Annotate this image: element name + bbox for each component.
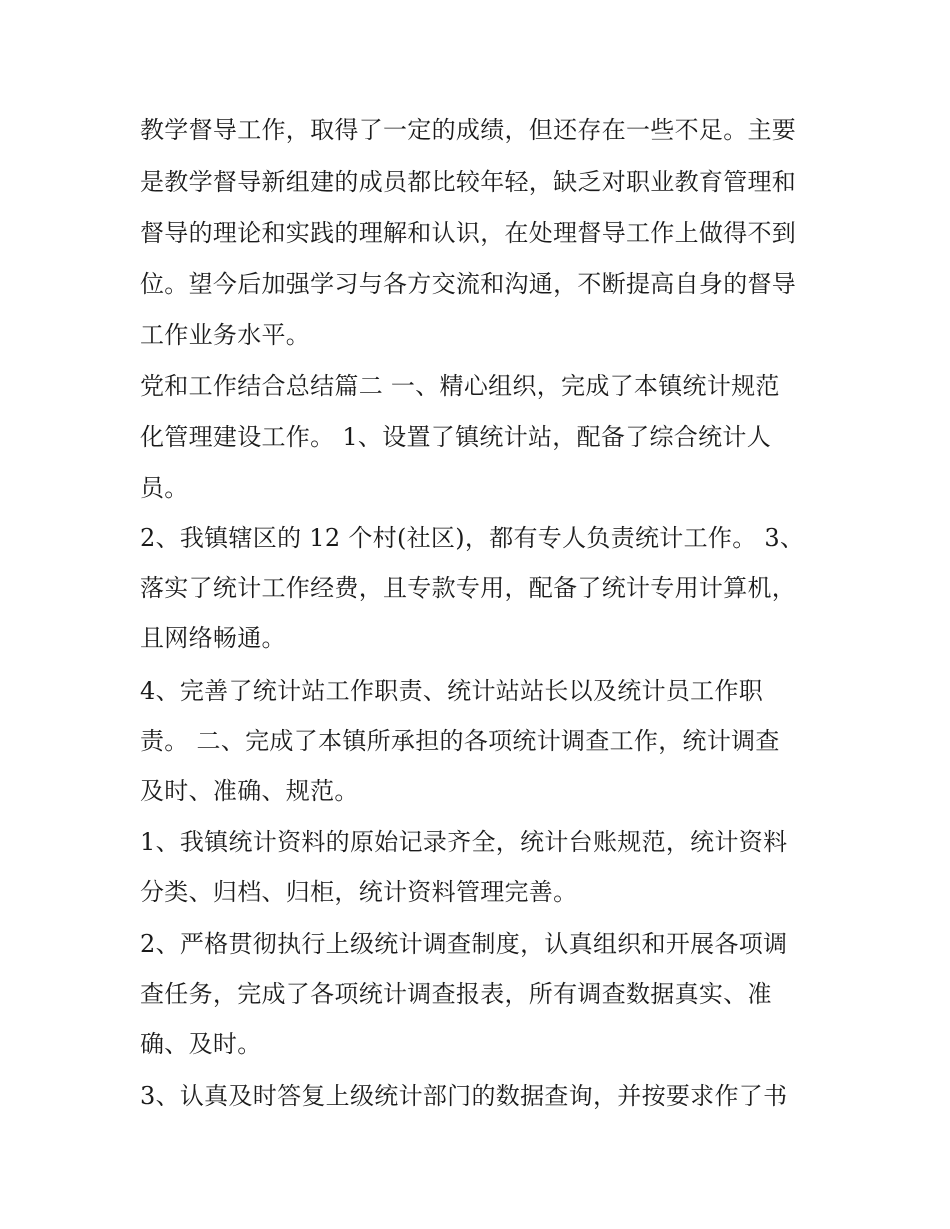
- text-line: 位。望今后加强学习与各方交流和沟通，不断提高自身的督导: [140, 270, 797, 298]
- text-line: 查任务，完成了各项统计调查报表，所有调查数据真实、准: [140, 980, 772, 1008]
- text-line: 化管理建设工作。 1、设置了镇统计站，配备了综合统计人: [140, 423, 771, 451]
- text-line: 督导的理论和实践的理解和认识，在处理督导工作上做得不到: [140, 219, 797, 247]
- text-line: 4、完善了统计站工作职责、统计站站长以及统计员工作职: [140, 677, 764, 705]
- text-line: 党和工作结合总结篇二 一、精心组织，完成了本镇统计规范: [140, 372, 780, 400]
- text-line: 1、我镇统计资料的原始记录齐全，统计台账规范，统计资料: [140, 828, 788, 856]
- text-line: 员。: [140, 474, 189, 502]
- text-line: 落实了统计工作经费，且专款专用，配备了统计专用计算机，: [140, 574, 797, 602]
- text-line: 确、及时。: [140, 1030, 262, 1058]
- text-line: 责。 二、完成了本镇所承担的各项统计调查工作，统计调查: [140, 727, 780, 755]
- text-line: 2、严格贯彻执行上级统计调查制度，认真组织和开展各项调: [140, 930, 788, 958]
- text-line: 2、我镇辖区的 12 个村(社区)，都有专人负责统计工作。 3、: [140, 524, 805, 552]
- text-line: 分类、归档、归柜，统计资料管理完善。: [140, 878, 578, 906]
- text-line: 且网络畅通。: [140, 624, 286, 652]
- text-line: 3、认真及时答复上级统计部门的数据查询，并按要求作了书: [140, 1082, 788, 1110]
- text-line: 及时、准确、规范。: [140, 777, 359, 805]
- text-line: 工作业务水平。: [140, 321, 311, 349]
- text-line: 是教学督导新组建的成员都比较年轻，缺乏对职业教育管理和: [140, 168, 797, 196]
- text-line: 教学督导工作，取得了一定的成绩，但还存在一些不足。主要: [140, 116, 797, 144]
